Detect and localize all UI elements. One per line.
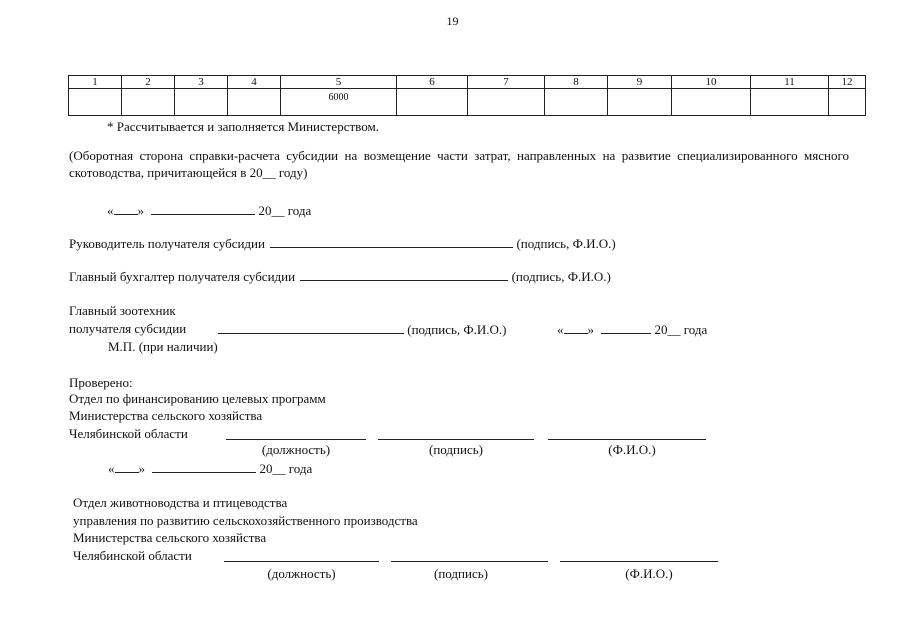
caption-signature: (подпись) [429, 442, 483, 457]
table-header-cell: 3 [175, 76, 228, 89]
table-header-cell: 11 [751, 76, 829, 89]
table-header-cell: 6 [397, 76, 468, 89]
verified-position-field[interactable] [226, 439, 366, 440]
month-blank[interactable] [152, 460, 256, 473]
data-table [68, 75, 866, 116]
table-cell: 6000 [281, 89, 397, 116]
table-cell [122, 89, 175, 116]
verified-region: Челябинской области [69, 426, 188, 441]
page-number: 19 [446, 14, 459, 28]
zootech-date: « » 20__ года [557, 322, 708, 337]
caption-signature: (подпись) [434, 566, 488, 581]
reverse-side-note: (Оборотная сторона справки-расчета субсидии на возмещение части затрат, направленных на развитие специализированного мясного скотоводства, причитающейся в 20__ году) [69, 148, 849, 180]
table-header-cell: 8 [545, 76, 608, 89]
verified-name-field[interactable] [548, 439, 706, 440]
table-header-cell: 7 [468, 76, 545, 89]
verified-dept: Отдел по финансированию целевых программ [69, 391, 326, 406]
verified-date: « » 20__ года [108, 461, 313, 476]
livestock-name-field[interactable] [560, 561, 718, 562]
table-cell [608, 89, 672, 116]
accountant-signature-line [69, 268, 611, 284]
zootech-subtitle: получателя субсидии [69, 321, 187, 336]
table-header-cell: 1 [69, 76, 122, 89]
accountant-label: Главный бухгалтер получателя субсидии [69, 269, 296, 284]
stamp-note: М.П. (при наличии) [108, 339, 218, 354]
livestock-division: управления по развитию сельскохозяйственного производства [73, 513, 418, 528]
footnote: * Рассчитывается и заполняется Министерством. [107, 119, 379, 134]
sign-hint: (подпись, Ф.И.О.) [516, 236, 616, 251]
sign-hint: (подпись, Ф.И.О.) [511, 269, 611, 284]
day-blank[interactable] [115, 460, 139, 473]
caption-name: (Ф.И.О.) [608, 442, 656, 457]
day-blank[interactable] [114, 202, 138, 215]
caption-position: (должность) [261, 442, 331, 457]
sign-hint: (подпись, Ф.И.О.) [407, 322, 507, 337]
zootech-signature-field[interactable] [218, 321, 404, 334]
verified-signature-field[interactable] [378, 439, 534, 440]
table-cell [672, 89, 751, 116]
table-cell [751, 89, 829, 116]
zootech-title: Главный зоотехник [69, 303, 176, 318]
table-header-cell: 9 [608, 76, 672, 89]
month-blank[interactable] [601, 321, 651, 334]
head-label: Руководитель получателя субсидии [69, 236, 265, 251]
livestock-position-field[interactable] [224, 561, 379, 562]
table-cell [468, 89, 545, 116]
table-cell [397, 89, 468, 116]
livestock-region: Челябинской области [73, 548, 192, 563]
table-cell [545, 89, 608, 116]
caption-position: (должность) [267, 566, 336, 581]
table-header-cell: 10 [672, 76, 751, 89]
table-header-row [69, 76, 866, 89]
zootech-signature-line [218, 321, 507, 337]
head-signature-field[interactable] [270, 235, 513, 248]
table-cell [69, 89, 122, 116]
day-blank[interactable] [564, 321, 588, 334]
table-header-cell: 12 [829, 76, 866, 89]
table-cell [228, 89, 281, 116]
date-line: « » 20__ года [107, 203, 312, 218]
table-header-cell: 2 [122, 76, 175, 89]
month-blank[interactable] [151, 202, 255, 215]
table-header-cell: 5 [281, 76, 397, 89]
verified-ministry: Министерства сельского хозяйства [69, 408, 263, 423]
table-header-cell: 4 [228, 76, 281, 89]
livestock-signature-field[interactable] [391, 561, 548, 562]
table-cell [829, 89, 866, 116]
caption-name: (Ф.И.О.) [625, 566, 673, 581]
livestock-ministry: Министерства сельского хозяйства [73, 530, 267, 545]
accountant-signature-field[interactable] [300, 268, 508, 281]
verified-title: Проверено: [69, 375, 133, 390]
livestock-dept: Отдел животноводства и птицеводства [73, 495, 288, 510]
head-signature-line [69, 235, 616, 251]
table-cell [175, 89, 228, 116]
table-row [69, 89, 866, 116]
